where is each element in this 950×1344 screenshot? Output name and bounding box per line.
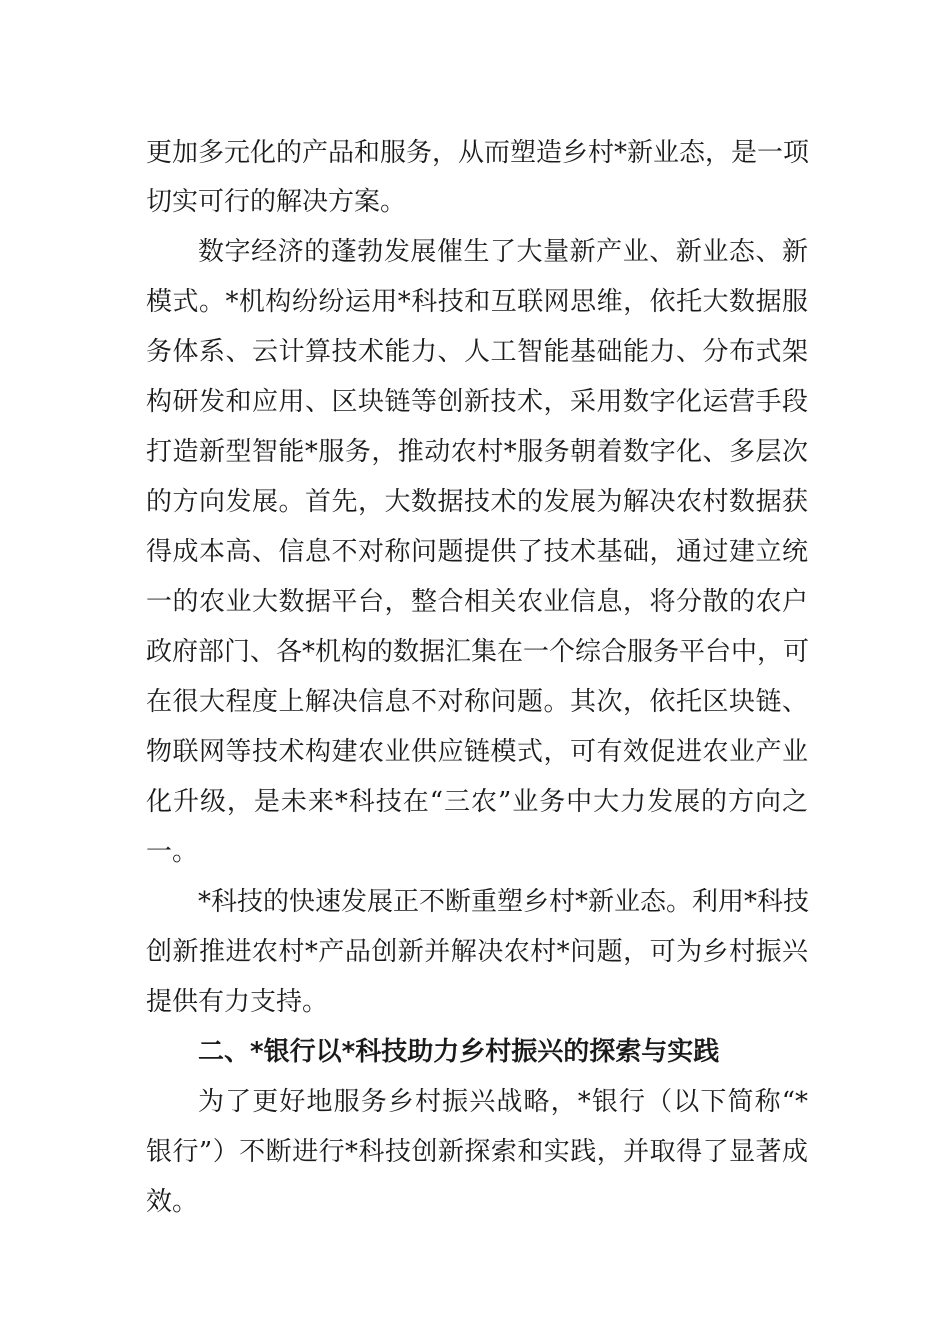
- paragraph-2-line-5: 打造新型智能*服务，推动农村*服务朝着数字化、多层次: [146, 437, 808, 467]
- section-heading: 二、*银行以*科技助力乡村振兴的探索与实践: [198, 1037, 720, 1067]
- paragraph-3-line-2: 创新推进农村*产品创新并解决农村*问题，可为乡村振兴: [146, 937, 808, 967]
- paragraph-2-line-9: 政府部门、各*机构的数据汇集在一个综合服务平台中，可: [146, 637, 810, 667]
- paragraph-2-line-12: 化升级，是未来*科技在“三农”业务中大力发展的方向之: [146, 787, 808, 817]
- paragraph-3-line-1: *科技的快速发展正不断重塑乡村*新业态。利用*科技: [198, 887, 810, 917]
- paragraph-1-line-2: 切实可行的解决方案。: [146, 187, 407, 217]
- paragraph-2-line-6: 的方向发展。首先，大数据技术的发展为解决农村数据获: [146, 487, 808, 517]
- paragraph-3-line-3: 提供有力支持。: [146, 987, 329, 1017]
- paragraph-4-line-3: 效。: [146, 1187, 199, 1217]
- paragraph-2-line-10: 在很大程度上解决信息不对称问题。其次，依托区块链、: [146, 687, 808, 717]
- paragraph-1-line-1: 更加多元化的产品和服务，从而塑造乡村*新业态，是一项: [146, 138, 810, 168]
- paragraph-2-line-8: 一的农业大数据平台，整合相关农业信息，将分散的农户: [146, 587, 808, 617]
- paragraph-2-line-7: 得成本高、信息不对称问题提供了技术基础，通过建立统: [146, 537, 808, 567]
- paragraph-2-line-2: 模式。*机构纷纷运用*科技和互联网思维，依托大数据服: [146, 287, 808, 317]
- paragraph-4-line-1: 为了更好地服务乡村振兴战略，*银行（以下简称“*: [198, 1087, 808, 1117]
- paragraph-2-line-4: 构研发和应用、区块链等创新技术，采用数字化运营手段: [146, 387, 808, 417]
- paragraph-2-line-3: 务体系、云计算技术能力、人工智能基础能力、分布式架: [146, 337, 808, 367]
- paragraph-2-line-13: 一。: [146, 837, 199, 867]
- paragraph-2-line-11: 物联网等技术构建农业供应链模式，可有效促进农业产业: [146, 737, 808, 767]
- paragraph-2-line-1: 数字经济的蓬勃发展催生了大量新产业、新业态、新: [198, 237, 808, 267]
- paragraph-4-line-2: 银行”）不断进行*科技创新探索和实践，并取得了显著成: [146, 1137, 808, 1167]
